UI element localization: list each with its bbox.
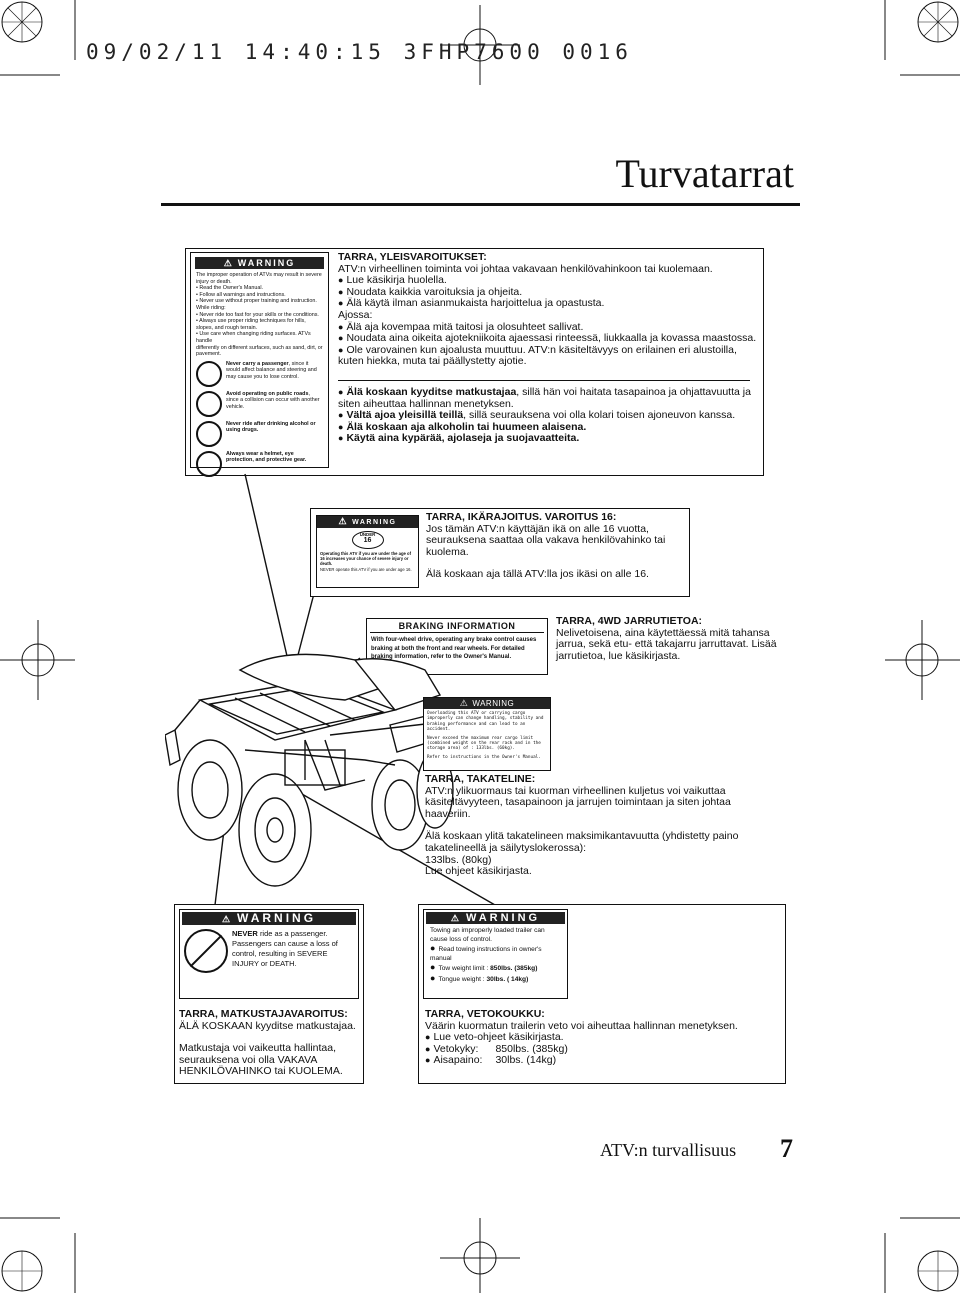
general-warning-label: ⚠ WARNING The improper operation of ATVs may result in severe injury or death. • Read the Owner's Manual. • Follow all warnings and instructions. • Never use without proper training and instruction. While riding: • Never ride too fast for your skills or the conditions. • Always use proper riding techniques for hills, slopes, and rough terrain. • Use care when changing riding surfaces. ATVs handle differently on different surfaces, such as sand, dirt, or pavement. Never carry a passenger, since it would affect balance and steering and may cause you to lose control. Avoid operating on public roads, since a collision can occur with another vehicle. Never ride after drinking alcohol or using drugs. Always wear a helmet, eye protection, and protective gear. bbox=[190, 252, 329, 468]
list-item: ● Lue käsikirja huolella. bbox=[338, 275, 758, 287]
age-warning-panel bbox=[310, 508, 690, 597]
picto-row: Avoid operating on public roads, since a collision can occur with another vehicle. bbox=[196, 391, 323, 417]
list-item: ● Noudata aina oikeita ajotekniikoita ajaessasi rinteessä, liukkaalla ja kovassa maastossa. bbox=[338, 333, 758, 345]
warning-triangle-icon: ⚠ bbox=[221, 914, 234, 924]
list-item: ● Älä käytä ilman asianmukaista harjoittelua ja opastusta. bbox=[338, 298, 758, 310]
warning-triangle-icon: ⚠ bbox=[459, 698, 469, 708]
section-name: ATV:n turvallisuus bbox=[600, 1140, 737, 1160]
general-warning-text: TARRA, YLEISVAROITUKSET: ATV:n virheellinen toiminta voi johtaa vakavaan henkilövahinkoon tai kuolemaan. ● Lue käsikirja huolella. ● Noudata kaikkia varoituksia ja ohjeita. ● Älä käytä ilman asianmukaista harjoittelua ja opastusta. Ajossa: ● Älä aja kovempaa mitä taitosi ja olosuhteet sallivat. ● Noudata aina oikeita ajotekniikoita ajaessasi rinteessä, liukkaalla ja kovassa maastossa. ● Ole varovainen kun ajoalusta muuttuu. ATV:n käsiteltävyys on erilainen eri alustoilla, kuten hiekka, muta tai päällystetty ajotie. ● Älä koskaan kyyditse matkustajaa, sillä hän voi haitata tasapainoa ja ohjattavuutta ja siten aiheuttaa hallinnan menetyksen. ● Vältä ajoa yleisillä teillä, sillä seurauksena voi olla kolari toisen ajoneuvon kanssa. ● Älä koskaan aja alkoholin tai huumeen alaisena. ● Käytä aina kypärää, ajolaseja ja suojavaatteita. bbox=[338, 252, 758, 445]
towing-warning-panel bbox=[418, 904, 786, 1084]
braking-info-title: BRAKING INFORMATION bbox=[398, 621, 516, 631]
towing-warning-text: TARRA, VETOKOUKKU: Väärin kuormatun trailerin veto voi aiheuttaa hallinnan menetyksen. ● Lue veto-ohjeet käsikirjasta. ● Vetokyky: 850lbs. (385kg) ● Aisapaino: 30lbs. (14kg) bbox=[425, 1009, 781, 1067]
print-job-code: 09/02/11 14:40:15 3FHP7600 0016 bbox=[86, 40, 633, 64]
warning-triangle-icon: ⚠ bbox=[338, 516, 349, 526]
picto-row: Never carry a passenger, since it would affect balance and steering and may cause you to lose control. bbox=[196, 361, 323, 387]
page-title: Turvatarrat bbox=[615, 151, 794, 196]
passenger-warning-panel bbox=[174, 904, 364, 1084]
list-item: ● Noudata kaikkia varoituksia ja ohjeita. bbox=[338, 287, 758, 299]
list-item: ● Älä koskaan aja alkoholin tai huumeen alaisena. bbox=[338, 422, 758, 434]
list-item: ● Ole varovainen kun ajoalusta muuttuu. ATV:n käsiteltävyys on erilainen eri alustoilla, kuten hiekka, muta tai päällystetty ajotie. bbox=[338, 345, 758, 368]
picto-row: Always wear a helmet, eye protection, and protective gear. bbox=[196, 451, 323, 477]
picto-row: Never ride after drinking alcohol or using drugs. bbox=[196, 421, 323, 447]
warning-triangle-icon: ⚠ bbox=[223, 258, 234, 268]
list-item: ● Vetokyky: 850lbs. (385kg) bbox=[425, 1044, 781, 1056]
age-warning-label: ⚠ WARNING UNDER 16 Operating this ATV if you are under the age of 16 increases your chance of severe injury or death. NEVER operate this ATV if you are under age 16. bbox=[316, 515, 419, 588]
age-16-badge: UNDER 16 bbox=[352, 531, 384, 549]
age-warning-text: TARRA, IKÄRAJOITUS. VAROITUS 16: Jos tämän ATV:n käyttäjän ikä on alle 16 vuotta, seurauksena saattaa olla vakava henkilövahinko tai kuolema. Älä koskaan aja tällä ATV:lla jos ikäsi on alle 16. bbox=[426, 511, 666, 581]
list-item: ● Älä aja kovempaa mitä taitosi ja olosuhteet sallivat. bbox=[338, 322, 758, 334]
passenger-warning-text: TARRA, MATKUSTAJAVAROITUS: ÄLÄ KOSKAAN kyyditse matkustajaa. Matkustaja voi vaikeutta hallintaa, seurauksena voi olla VAKAVA HENKILÖVAHINKO tai KUOLEMA. bbox=[179, 1008, 356, 1078]
page-number: 7 bbox=[780, 1134, 793, 1163]
list-item: ● Älä koskaan kyyditse matkustajaa, sillä hän voi haitata tasapainoa ja ohjattavuutta ja siten aiheuttaa hallinnan menetyksen. bbox=[338, 387, 758, 410]
list-item: ● Vältä ajoa yleisillä teillä, sillä seurauksena voi olla kolari toisen ajoneuvon kanssa. bbox=[338, 410, 758, 422]
list-item: ● Käytä aina kypärää, ajolaseja ja suojavaatteita. bbox=[338, 433, 758, 445]
warning-triangle-icon: ⚠ bbox=[450, 913, 462, 923]
no-passenger-icon bbox=[184, 929, 228, 973]
rack-warning-text: TARRA, TAKATELINE: ATV:n ylikuormaus tai kuorman virheellinen kuljetus voi vaikuttaa käsiteltävyyteen, tasapainoon ja jarrujen toimintaan ja siten johtaa haaveriin. Älä koskaan ylitä takatelineen maksimikantavuutta (yhdistetty paino takatelineellä ja säilytyslokerossa): 133lbs. (80kg) Lue ohjeet käsikirjasta. bbox=[425, 773, 739, 878]
braking-info-label: BRAKING INFORMATION With four-wheel drive, operating any brake control causes braking at both the front and rear wheels. For detailed braking information, refer to the Owner's Manual. bbox=[366, 618, 548, 675]
general-label-lines: The improper operation of ATVs may result in severe injury or death. • Read the Owner's Manual. • Follow all warnings and instructions. • Never use without proper training and instruction. While riding: • Never ride too fast for your skills or the conditions. • Always use proper riding techniques for hills, slopes, and rough terrain. • Use care when changing riding surfaces. ATVs handle differently on different surfaces, such as sand, dirt, or pavement. bbox=[196, 272, 323, 358]
list-item: ● Lue veto-ohjeet käsikirjasta. bbox=[425, 1032, 781, 1044]
atv-illustration bbox=[165, 640, 455, 895]
passenger-warning-label: ⚠ WARNING NEVER ride as a passenger. Passengers can cause a loss of control, resulting in SEVERE INJURY or DEATH. bbox=[179, 909, 359, 999]
towing-warning-label: ⚠ WARNING Towing an improperly loaded trailer can cause loss of control. ● Read towing instructions in owner's manual ● Tow weight limit : 850lbs. (385kg) ● Tongue weight : 30lbs. ( 14kg) bbox=[423, 909, 568, 999]
braking-info-text: TARRA, 4WD JARRUTIETOA: Nelivetoisena, aina käytettäessä mitä tahansa jarrua, sekä etu- että takajarru jarruttavat. Lisää jarrutietoa, lue käsikirjasta. bbox=[556, 615, 777, 662]
list-item: ● Aisapaino: 30lbs. (14kg) bbox=[425, 1055, 781, 1067]
general-warning-heading: TARRA, YLEISVAROITUKSET: bbox=[338, 251, 487, 263]
rack-warning-label: ⚠ WARNING Overloading this ATV or carrying cargo improperly can change handling, stability and braking performance and can lead to an accident. Never exceed the maximum rear cargo limit (combined weight on the rear rack and in the storage area) of : 133lbs. (60kg). Refer to instructions in the Owner's Manual. bbox=[423, 697, 551, 771]
